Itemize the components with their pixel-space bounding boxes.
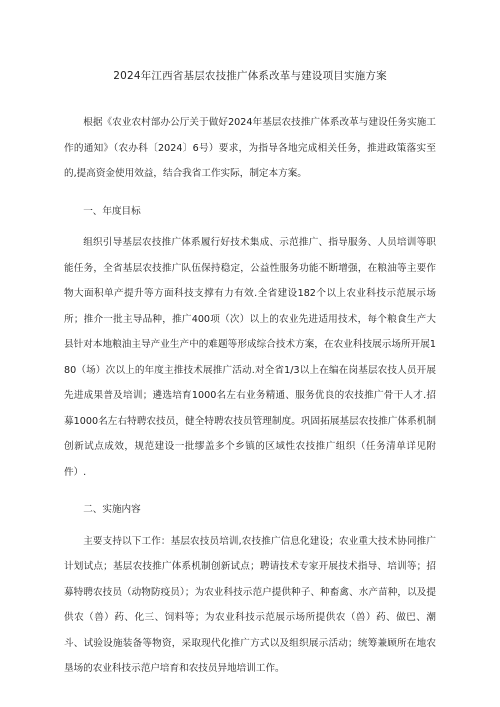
section-heading-implementation: 二、实施内容: [83, 504, 141, 515]
document-title: 2024年江西省基层农技推广体系改革与建设项目实施方案: [113, 70, 387, 82]
annual-goals-paragraph: 组织引导基层农技推广体系履行好技术集成、示范推广、指导服务、人员培训等职能任务，全省基层农技推广队伍保持稳定，公益性服务功能不断增强，在粮油等主要作物大面积单产提升等方面科技支撑有力有效.全省建设182个以上农业科技示范展示场所；推介一批主导品种，推广400项（次）以上的农业先进适用技术，每个粮食生产大县针对本地粮油主导产业生产中的难题等形成综合技术方案，在农业科技展示场所开展180（场）次以上的年度主推技术展推广活动.对全省1/3以上在编在岗基层农技人员开展先进成果普及培训；遴选培育1000名左右业务精通、服务优良的农技推广骨干人才.招募1000名左右特聘农技员，健全特聘农技员管理制度。巩固拓展基层农技推广体系机制创新试点成效，规范建设一批缪盖多个乡镇的区域性农技推广组织（任务清单详见附件）.: [64, 237, 436, 478]
section-heading-annual-goals: 一、年度目标: [83, 205, 141, 217]
implementation-paragraph: 主要支持以下工作：基层农技员培训,农技推广信息化建设；农业重大技术协同推广计划试点；基层农技推广体系机制创新试点；聘请技术专家开展技术指导、培训等；招募特聘农技员（动物防疫员）；为农业科技示范户提供种子、种畜禽、水产苗种，以及提供农（兽）药、化三、饲料等；为农业科技示范展示场所提供农（兽）药、做巴、潮斗、试验设施装备等物资，采取现代化推广方式以及组织展示活动；统筹兼顾所在地农垦场的农业科技示范户培育和农技员异地培训工作。: [64, 535, 436, 674]
intro-paragraph: 根据《农业农村部办公厅关于做好2024年基层农技推广体系改革与建设任务实施工作的通知》（农办科〔2024〕6号）要求，为指导各地完成相关任务，推进政策落实至的,提高资金使用效益，结合我省工作实际，制定本方案。: [64, 117, 436, 179]
